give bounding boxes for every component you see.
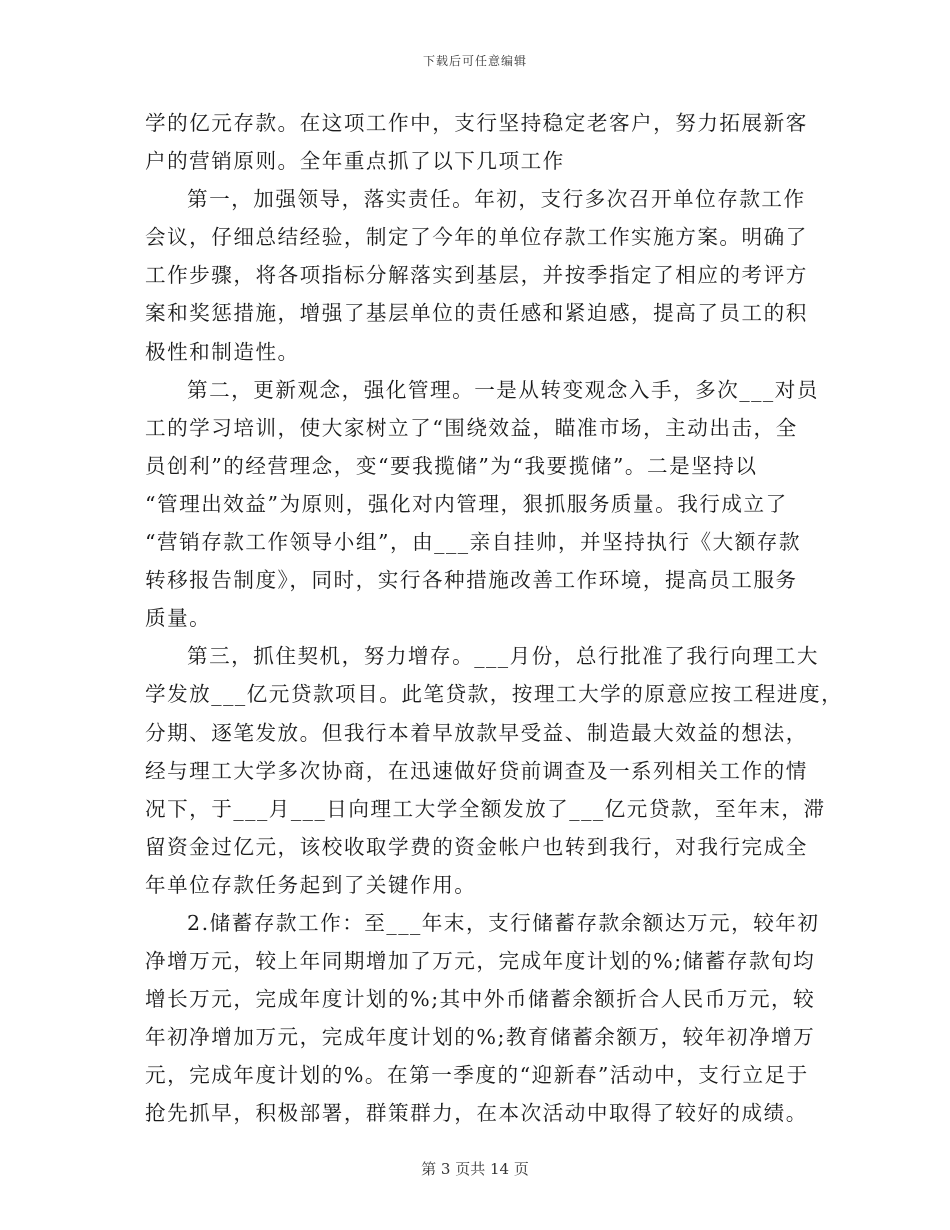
text-line: 工的学习培训，使大家树立了“围绕效益，瞄准市场，主动出击，全 <box>145 415 798 440</box>
paragraph-first-line: 第二，更新观念，强化管理。一是从转变观念入手，多次___对员 <box>187 377 819 402</box>
page-header: 下载后可任意编辑 <box>422 54 527 68</box>
text-line: 经与理工大学多次协商，在迅速做好贷前调查及一系列相关工作的情 <box>145 758 808 783</box>
text-line: 增长万元，完成年度计划的%;其中外币储蓄余额折合人民币万元，较 <box>145 987 816 1012</box>
text-line: 学的亿元存款。在这项工作中，支行坚持稳定老客户，努力拓展新客 <box>145 111 808 135</box>
text-line: 元，完成年度计划的%。在第一季度的“迎新春”活动中，支行立足于 <box>145 1063 809 1088</box>
text-line: 案和奖惩措施，增强了基层单位的责任感和紧迫感，提高了员工的积 <box>145 301 808 326</box>
text-line: 年初净增加万元，完成年度计划的%;教育储蓄余额万，较年初净增万 <box>145 1025 816 1050</box>
paragraph-first-line: 2.储蓄存款工作：至___年末，支行储蓄存款余额达万元，较年初 <box>187 910 820 935</box>
text-line: 留资金过亿元，该校收取学费的资金帐户也转到我行，对我行完成全 <box>145 834 808 859</box>
text-line: 员创利”的经营理念，变“要我揽储”为“我要揽储”。二是坚持以 <box>145 453 758 478</box>
text-line: 况下，于___月___日向理工大学全额发放了___亿元贷款，至年末，滞 <box>145 796 826 821</box>
text-line: 极性和制造性。 <box>145 339 300 364</box>
text-line: 质量。 <box>145 606 212 631</box>
text-line: 转移报告制度》，同时，实行各种措施改善工作环境，提高员工服务 <box>145 568 798 593</box>
text-line: 户的营销原则。全年重点抓了以下几项工作 <box>145 149 565 174</box>
document-body <box>145 104 844 1133</box>
text-line: 抢先抓早，积极部署，群策群力，在本次活动中取得了较好的成绩。 <box>145 1101 808 1126</box>
paragraph-first-line: 第一，加强领导，落实责任。年初，支行多次召开单位存款工作 <box>187 187 806 212</box>
text-line: 会议，仔细总结经验，制定了今年的单位存款工作实施方案。明确了 <box>145 225 808 250</box>
text-line: 年单位存款任务起到了关键作用。 <box>145 872 477 897</box>
paragraph-first-line: 第三，抓住契机，努力增存。___月份，总行批准了我行向理工大 <box>187 644 819 669</box>
text-line: “营销存款工作领导小组”，由___亲自挂帅，并坚持执行《大额存款 <box>145 530 801 555</box>
text-line: 学发放___亿元贷款项目。此笔贷款，按理工大学的原意应按工程进度， <box>145 682 844 707</box>
text-line: 净增万元，较上年同期增加了万元，完成年度计划的%;储蓄存款旬均 <box>145 949 816 974</box>
text-line: 工作步骤，将各项指标分解落实到基层，并按季指定了相应的考评方 <box>145 263 808 288</box>
page-number: 第 3 页共 14 页 <box>421 1160 529 1178</box>
text-line: “管理出效益”为原则，强化对内管理，狠抓服务质量。我行成立了 <box>145 491 788 516</box>
text-line: 分期、逐笔发放。但我行本着早放款早受益、制造最大效益的想法， <box>145 720 808 745</box>
